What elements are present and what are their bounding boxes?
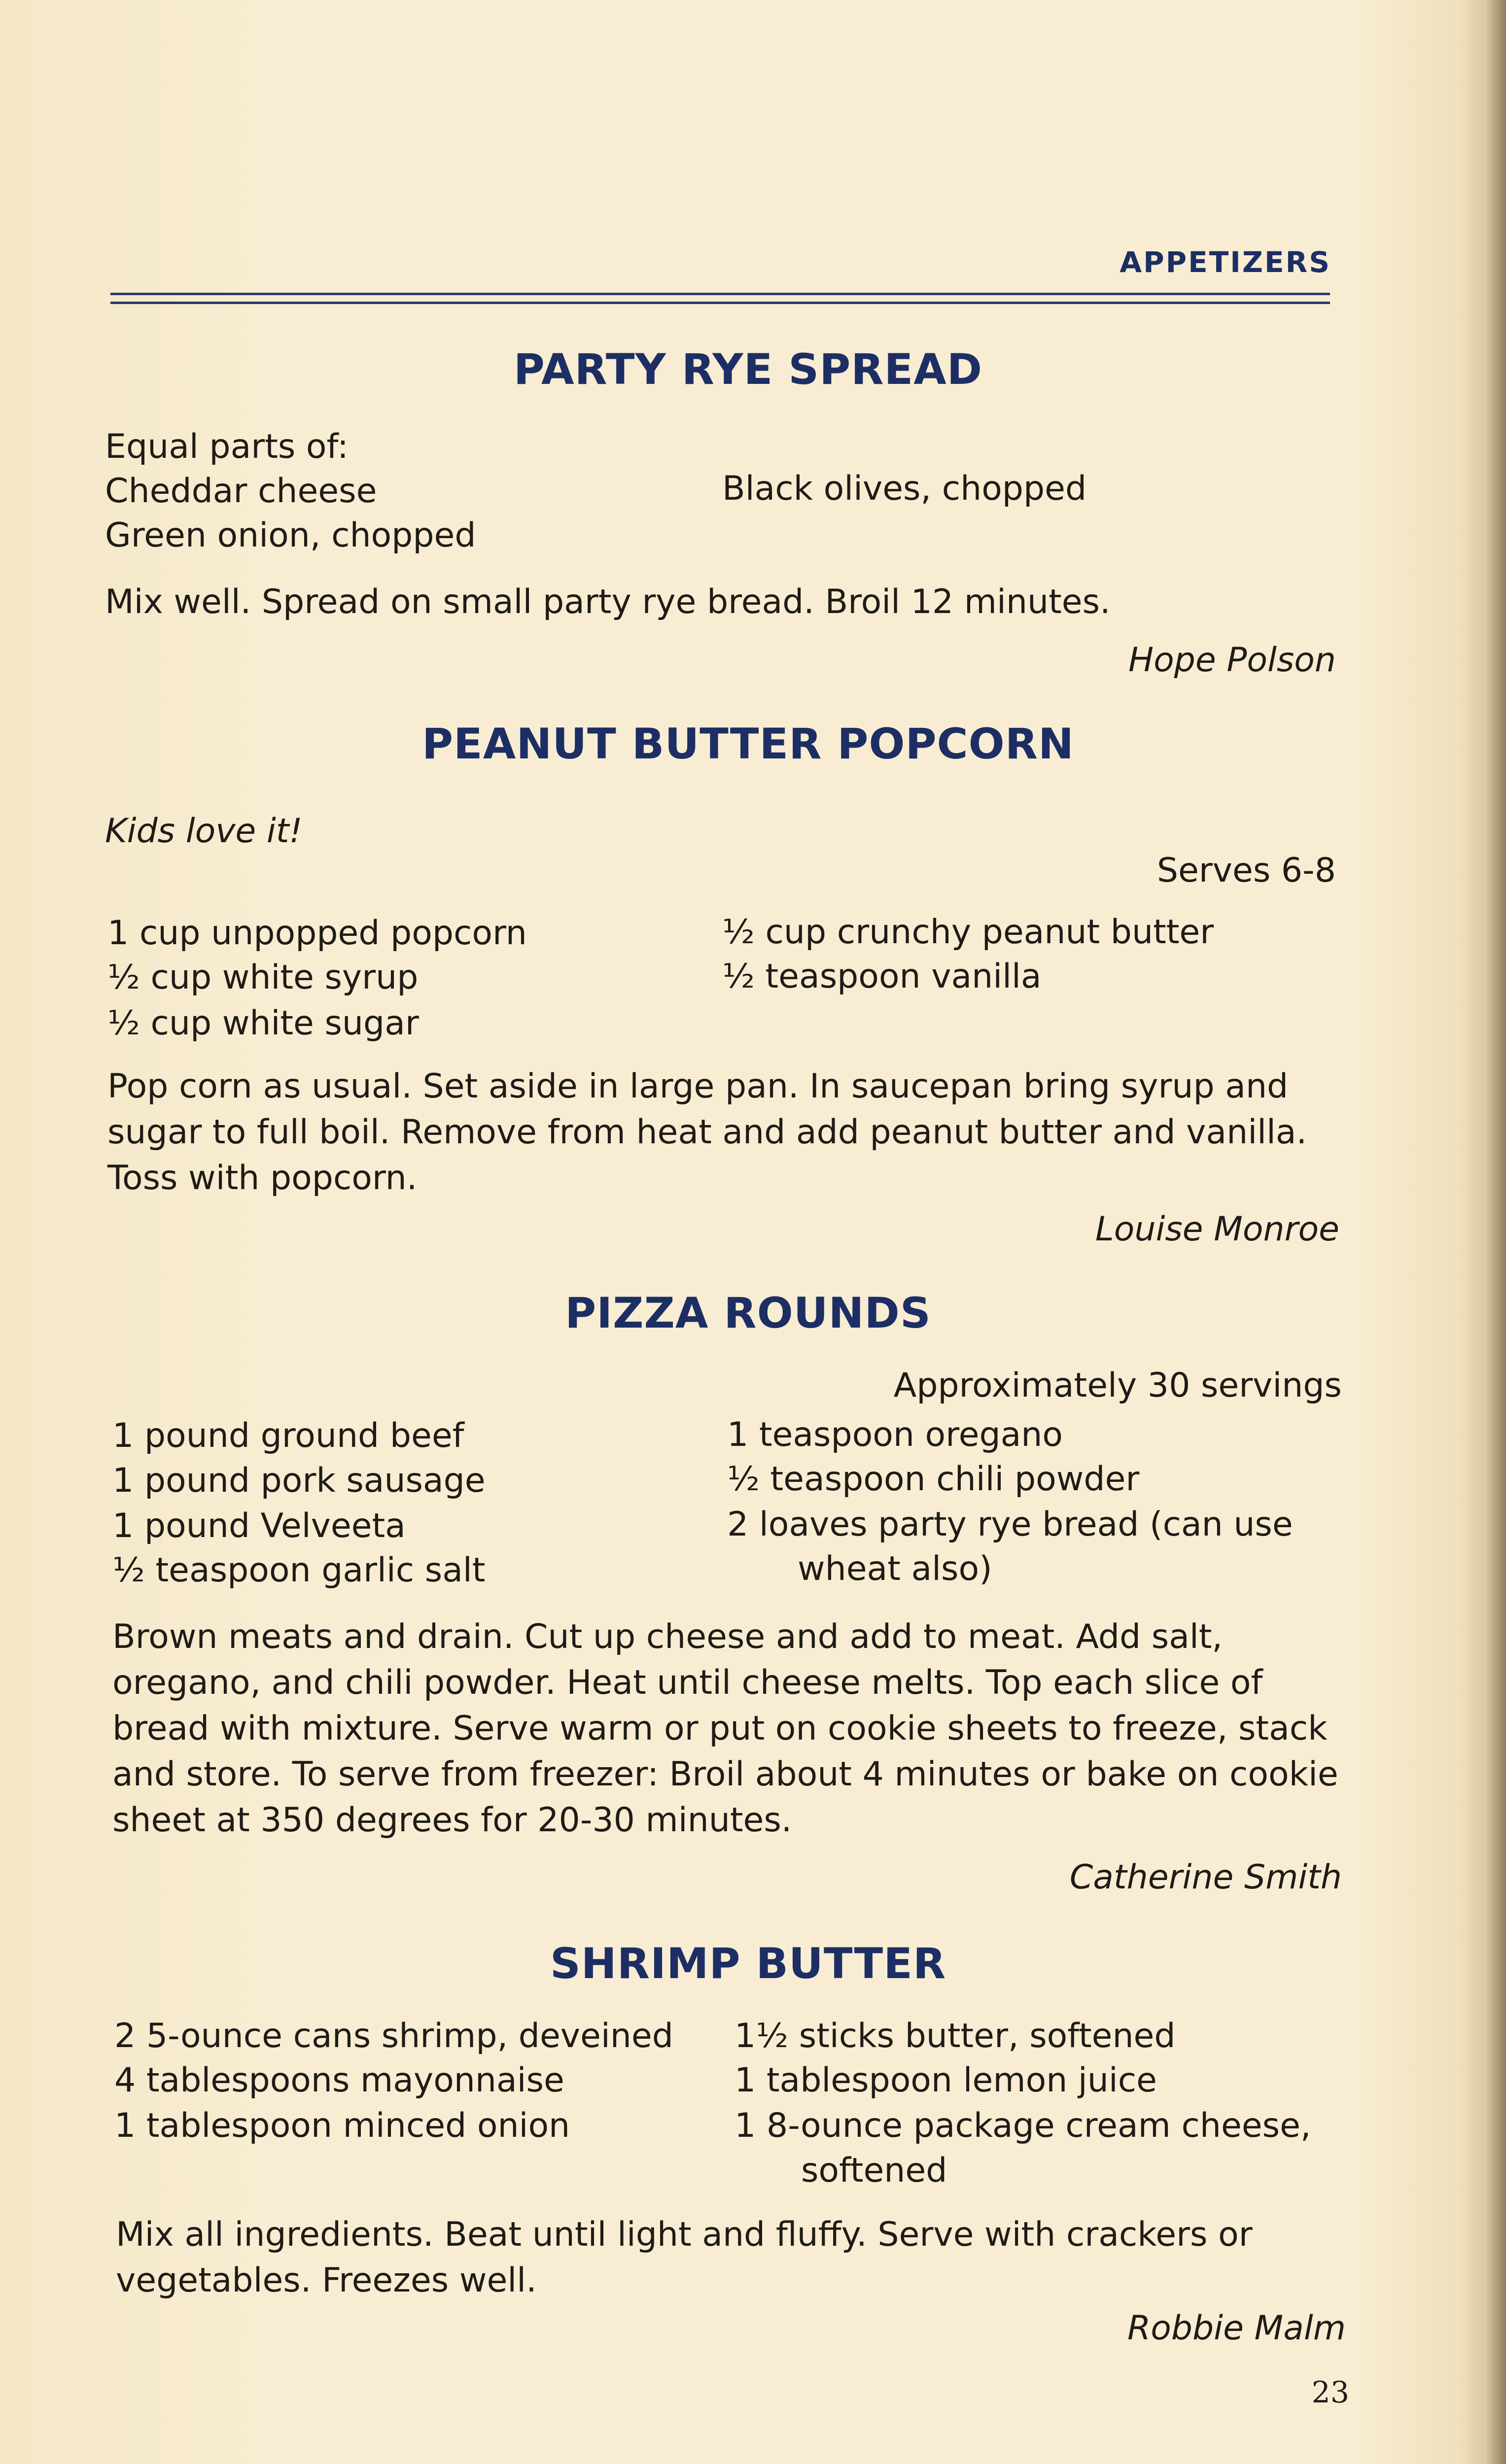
ingredient-left: 1 pound ground beef [112, 1416, 464, 1455]
recipe-title-pizza-rounds: PIZZA ROUNDS [565, 1289, 931, 1338]
ingredient-left: 1 tablespoon minced onion [114, 2106, 570, 2145]
recipe-instructions: Mix all ingredients. Beat until light and fluffy. Serve with crackers or vegetables. Freezes well. [116, 2215, 1253, 2300]
ingredient-left: 2 5-ounce cans shrimp, deveined [114, 2017, 673, 2055]
section-header: APPETIZERS [1120, 245, 1331, 279]
ingredient-left: Green onion, chopped [105, 516, 476, 555]
ingredient-right: wheat also) [798, 1549, 992, 1588]
ingredient-right: 1 8-ounce package cream cheese, [735, 2106, 1311, 2145]
recipe-title-party-rye-spread: PARTY RYE SPREAD [513, 345, 983, 394]
ingredient-left: ½ cup white syrup [107, 958, 419, 997]
ingredient-right: softened [801, 2151, 947, 2190]
ingredient-right: 1½ sticks butter, softened [735, 2017, 1176, 2055]
ingredient-left: ½ teaspoon garlic salt [112, 1551, 486, 1590]
ingredient-left: 4 tablespoons mayonnaise [114, 2061, 564, 2100]
ingredient-right: Black olives, chopped [722, 469, 1087, 508]
page-number: 23 [1311, 2375, 1349, 2410]
header-rule-top [110, 293, 1330, 295]
recipe-title-shrimp-butter: SHRIMP BUTTER [550, 1939, 946, 1988]
recipe-title-peanut-butter-popcorn: PEANUT BUTTER POPCORN [422, 719, 1074, 769]
ingredient-left: Cheddar cheese [105, 472, 377, 511]
header-rule-bottom [110, 302, 1330, 304]
recipe-instructions: Pop corn as usual. Set aside in large pan. In saucepan bring syrup and sugar to full boil. Remove from heat and add peanut butter and vanilla. Toss with popcorn. [107, 1067, 1307, 1198]
ingredient-left: 1 pound Velveeta [112, 1506, 406, 1545]
recipe-instructions: Brown meats and drain. Cut up cheese and add to meat. Add salt, oregano, and chili powder. Heat until cheese melts. Top each slice of bread with mixture. Serve warm or put on cookie sheets to freeze, stack and store. To serve from freezer: Broil about 4 minutes or bake on cookie sheet at 350 degrees for 20-30 minutes. [112, 1617, 1338, 1840]
ingredient-left: 1 cup unpopped popcorn [107, 914, 527, 953]
ingredient-right: ½ teaspoon vanilla [722, 957, 1042, 996]
recipe-note: Kids love it! [105, 812, 303, 851]
recipe-author: Robbie Malm [1127, 2309, 1346, 2348]
recipe-author: Hope Polson [1128, 641, 1336, 680]
ingredient-right: ½ teaspoon chili powder [727, 1460, 1140, 1499]
ingredient-right: 2 loaves party rye bread (can use [727, 1505, 1293, 1544]
ingredient-left: ½ cup white sugar [107, 1004, 419, 1043]
recipe-serves: Serves 6-8 [1156, 851, 1336, 890]
ingredient-left: 1 pound pork sausage [112, 1461, 486, 1500]
recipe-instructions: Mix well. Spread on small party rye bread. Broil 12 minutes. [105, 582, 1111, 621]
ingredient-right: ½ cup crunchy peanut butter [722, 913, 1214, 952]
ingredient-right: 1 tablespoon lemon juice [735, 2061, 1157, 2100]
recipe-author: Louise Monroe [1095, 1210, 1339, 1249]
recipe-author: Catherine Smith [1069, 1858, 1342, 1897]
ingredient-right: 1 teaspoon oregano [727, 1415, 1063, 1454]
recipe-intro: Equal parts of: [105, 427, 349, 466]
recipe-serves: Approximately 30 servings [893, 1366, 1342, 1405]
